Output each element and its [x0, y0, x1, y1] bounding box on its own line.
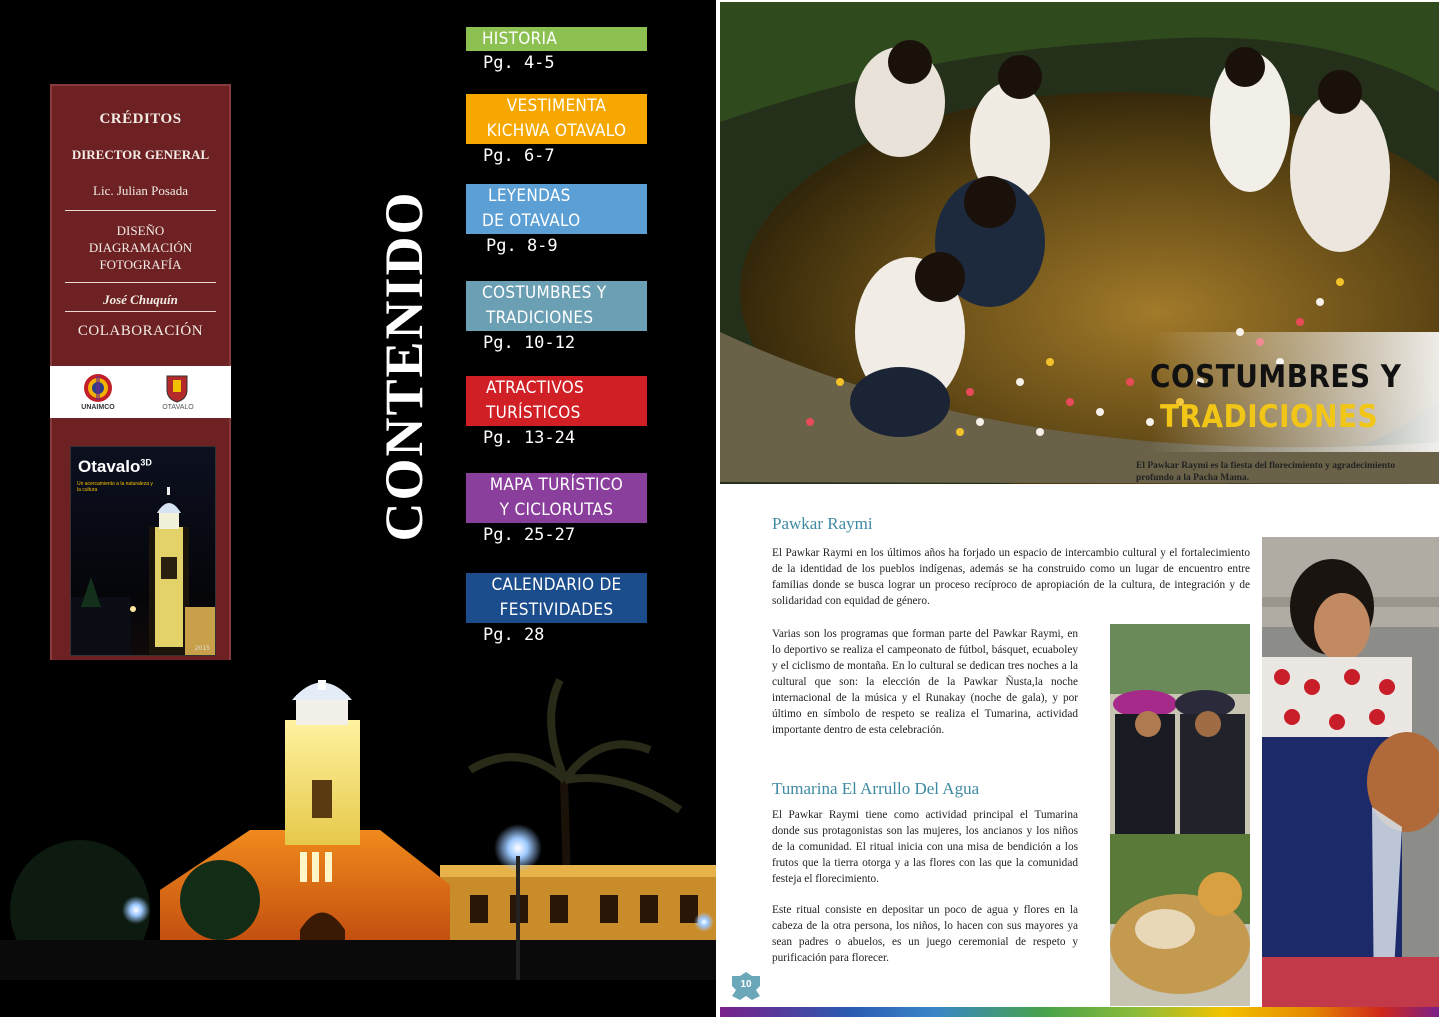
- toc-label: Y CICLORUTAS: [499, 500, 614, 520]
- toc-item-historia[interactable]: [466, 27, 647, 73]
- unaimco-label: UNAIMCO: [81, 404, 115, 411]
- church-night-image: [0, 660, 716, 980]
- credits-divider: [65, 311, 216, 312]
- toc-page-range: Pg. 10-12: [483, 333, 576, 353]
- director-name: Lic. Julian Posada: [93, 183, 188, 198]
- toc-label: LEYENDAS: [488, 186, 571, 206]
- credits-divider: [65, 210, 216, 211]
- toc-label: DE OTAVALO: [482, 211, 581, 231]
- toc-page-range: Pg. 6-7: [483, 146, 555, 166]
- toc-item-mapa[interactable]: [466, 473, 647, 545]
- paragraph: El Pawkar Raymi en los últimos años ha forjado un espacio de intercambio cultural y el fortalecimiento de la identidad de los pueblos indígenas, además se ha construido como un lugar de encuentro entre familias donde se busca lograr un proceso recíproco de apropiación de la cultura, de integración y de solidaridad con equidad de género.: [772, 547, 1250, 607]
- toc-label: CALENDARIO DE: [491, 575, 622, 595]
- otavalo-shield-icon: [164, 372, 190, 404]
- contenido-title-text: CONTENIDO: [374, 190, 434, 542]
- cover-title-text: Otavalo: [78, 457, 141, 476]
- section-title: [1150, 357, 1401, 437]
- toc-bar: [466, 376, 647, 426]
- section-title-line1: COSTUMBRES Y: [1150, 359, 1402, 395]
- toc-bar: [466, 184, 647, 234]
- design-label: DISEÑO: [116, 223, 165, 238]
- toc-bar: [466, 473, 647, 523]
- credits-panel: [50, 84, 231, 679]
- unaimco-logo-icon: [82, 372, 114, 404]
- credits-heading: CRÉDITOS: [99, 111, 182, 127]
- toc-bar: [466, 281, 647, 331]
- layout-label: DIAGRAMACIÓN: [88, 240, 193, 255]
- page-number: 10: [740, 979, 752, 990]
- toc-item-costumbres[interactable]: [466, 281, 647, 353]
- paragraph: Este ritual consiste en depositar un poco de agua y flores en la cabeza de la otra persona, los niños, lo hacen con sus mayores ya sean padres o abuelos, es un juego ceremonial de respeto y purificación para florecer.: [772, 904, 1078, 964]
- toc-bar: [466, 94, 647, 144]
- bottom-color-bar: [720, 1007, 1439, 1017]
- cover-title: [78, 457, 152, 477]
- toc-bar: [466, 27, 647, 51]
- book-cover: [70, 446, 216, 656]
- toc-item-vestimenta[interactable]: [466, 94, 647, 166]
- left-page: [0, 0, 716, 1017]
- toc-label: ATRACTIVOS: [486, 378, 585, 398]
- toc-item-atractivos[interactable]: [466, 376, 647, 448]
- toc-label: COSTUMBRES Y: [482, 283, 607, 303]
- cover-year: 2015: [194, 645, 210, 652]
- toc-label: FESTIVIDADES: [499, 600, 614, 620]
- toc-label: MAPA TURÍSTICO: [489, 475, 624, 495]
- toc-page-range: Pg. 13-24: [483, 428, 576, 448]
- collab-heading: COLABORACIÓN: [77, 323, 204, 339]
- section-heading-tumarina: Tumarina El Arrullo Del Agua: [772, 779, 980, 798]
- contenido-vertical-title: [376, 176, 432, 556]
- paragraph: El Pawkar Raymi tiene como actividad principal el Tumarina donde sus protagonistas son las mujeres, los ancianos y los niños de la comunidad. El ritual inicia con una misa de bendición a los frutos que la tierra otorga y a las flores con las que la comunidad festeja el florecimiento.: [772, 809, 1078, 885]
- cover-title-sup: 3D: [140, 457, 152, 468]
- women-food-photo: [1110, 624, 1250, 1006]
- toc-bar: [466, 573, 647, 623]
- right-page: [720, 2, 1439, 1017]
- cover-church-image: [71, 487, 215, 655]
- toc-label: TURÍSTICOS: [486, 403, 581, 423]
- toc-label: KICHWA OTAVALO: [486, 121, 627, 141]
- cover-subtitle: Un acercamiento a la naturaleza y la cultura: [77, 481, 153, 493]
- toc-page-range: Pg. 4-5: [483, 53, 555, 73]
- girl-water-pot-photo: [1262, 537, 1439, 1007]
- paragraph: Varias son los programas que forman parte del Pawkar Raymi, en lo deportivo se realiza el campeonato de fútbol, básquet, ecuaboley y el ciclismo de montaña. En lo cultural se dedican tres noches a la cultural que son: la elección de la Pawkar Ñusta,la noche internacional de la música y el Runakay (noche de gala), y por último en símbolo de respeto se realiza el Tumarina, actividad importante dentro de esta celebración.: [772, 628, 1078, 736]
- photo-label: FOTOGRAFÍA: [99, 257, 182, 272]
- toc-page-range: Pg. 8-9: [486, 236, 558, 256]
- director-title: DIRECTOR GENERAL: [71, 147, 210, 162]
- credits-divider: [65, 282, 216, 283]
- photo-caption: El Pawkar Raymi es la fiesta del florecimiento y agradecimiento profundo a la Pacha Mama.: [1136, 461, 1396, 483]
- toc-label: VESTIMENTA: [506, 96, 607, 116]
- logos-strip: [50, 366, 231, 418]
- toc-label: TRADICIONES: [486, 308, 594, 328]
- toc-page-range: Pg. 25-27: [483, 525, 576, 545]
- section-heading-pawkar-raymi: Pawkar Raymi: [772, 514, 873, 533]
- section-title-line2: TRADICIONES: [1160, 399, 1379, 435]
- toc-page-range: Pg. 28: [483, 625, 545, 645]
- toc-label: HISTORIA: [482, 29, 558, 49]
- otavalo-label: OTAVALO: [162, 404, 194, 411]
- toc-item-calendario[interactable]: [466, 573, 647, 645]
- toc-item-leyendas[interactable]: [466, 184, 647, 256]
- design-credits: [50, 222, 231, 273]
- designer-name: José Chuquín: [103, 292, 178, 307]
